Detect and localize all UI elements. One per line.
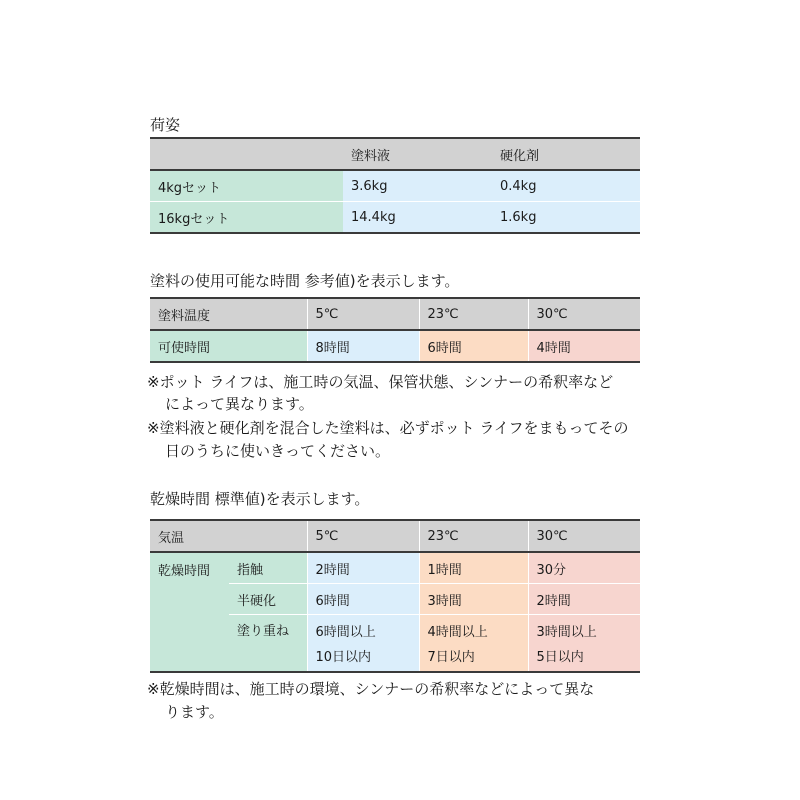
packaging-title: 荷姿: [150, 116, 181, 134]
drying-recoat-5-max: 10日以内: [315, 650, 372, 665]
drying-temp-5: 5℃: [307, 520, 419, 552]
drying-touch-30: 30分: [528, 552, 640, 584]
drying-touch-23: 1時間: [419, 552, 528, 584]
packaging-hardener-value: 0.4kg: [490, 170, 640, 202]
pot-life-temp-30: 30℃: [528, 298, 640, 330]
drying-semi-5: 6時間: [307, 584, 419, 615]
drying-note-1: ※乾燥時間は、施工時の環境、シンナーの希釈率などによって異な: [147, 680, 595, 698]
drying-touch-5: 2時間: [307, 552, 419, 584]
packaging-table: [150, 137, 640, 234]
packaging-header-row: [150, 138, 640, 170]
drying-recoat-23: [419, 615, 528, 673]
packaging-paint-value: 14.4kg: [343, 202, 490, 234]
drying-note-1-cont: ります。: [165, 703, 224, 721]
pot-life-value-5: 8時間: [307, 330, 419, 362]
drying-group-label: 乾燥時間: [150, 552, 229, 672]
drying-row-label-semi: 半硬化: [229, 584, 307, 615]
drying-recoat-5-min: 6時間以上: [315, 625, 376, 640]
drying-row-label-touch: 指触: [229, 552, 307, 584]
table-row: [150, 330, 640, 362]
drying-recoat-30-max: 5日以内: [536, 650, 584, 665]
pot-life-note-2-cont: 日のうちに使いきってください。: [165, 442, 391, 460]
drying-recoat-30: [528, 615, 640, 673]
packaging-set-label: 16kgセット: [150, 202, 343, 234]
pot-life-note-1-cont: によって異なります。: [165, 395, 314, 413]
drying-table: [150, 519, 640, 673]
pot-life-title: 塗料の使用可能な時間 参考値)を表示します。: [150, 272, 460, 290]
pot-life-temp-5: 5℃: [307, 298, 419, 330]
pot-life-note-2: ※塗料液と硬化剤を混合した塗料は、必ずポット ライフをまもってその: [147, 419, 629, 437]
drying-temp-30: 30℃: [528, 520, 640, 552]
drying-temp-23: 23℃: [419, 520, 528, 552]
drying-recoat-5: [307, 615, 419, 673]
pot-life-value-23: 6時間: [419, 330, 528, 362]
pot-life-header-row: [150, 298, 640, 330]
drying-header-row: [150, 520, 640, 552]
pot-life-value-30: 4時間: [528, 330, 640, 362]
pot-life-note-1: ※ポット ライフは、施工時の気温、保管状態、シンナーの希釈率など: [147, 373, 614, 391]
drying-recoat-23-min: 4時間以上: [427, 625, 488, 640]
drying-recoat-30-min: 3時間以上: [536, 625, 597, 640]
packaging-hardener-value: 1.6kg: [490, 202, 640, 234]
drying-recoat-23-max: 7日以内: [427, 650, 475, 665]
packaging-paint-value: 3.6kg: [343, 170, 490, 202]
drying-semi-23: 3時間: [419, 584, 528, 615]
packaging-header-blank: [150, 138, 343, 170]
table-row: [150, 552, 640, 584]
drying-header-label: 気温: [150, 520, 307, 552]
drying-row-label-recoat: 塗り重ね: [229, 615, 307, 673]
pot-life-header-label: 塗料温度: [150, 298, 307, 330]
packaging-header-paint: 塗料液: [343, 138, 490, 170]
table-row: [150, 170, 640, 202]
drying-title: 乾燥時間 標準値)を表示します。: [150, 490, 370, 508]
table-row: [150, 202, 640, 234]
packaging-header-hardener: 硬化剤: [490, 138, 640, 170]
drying-semi-30: 2時間: [528, 584, 640, 615]
pot-life-row-label: 可使時間: [150, 330, 307, 362]
pot-life-table: [150, 297, 640, 363]
pot-life-temp-23: 23℃: [419, 298, 528, 330]
packaging-set-label: 4kgセット: [150, 170, 343, 202]
